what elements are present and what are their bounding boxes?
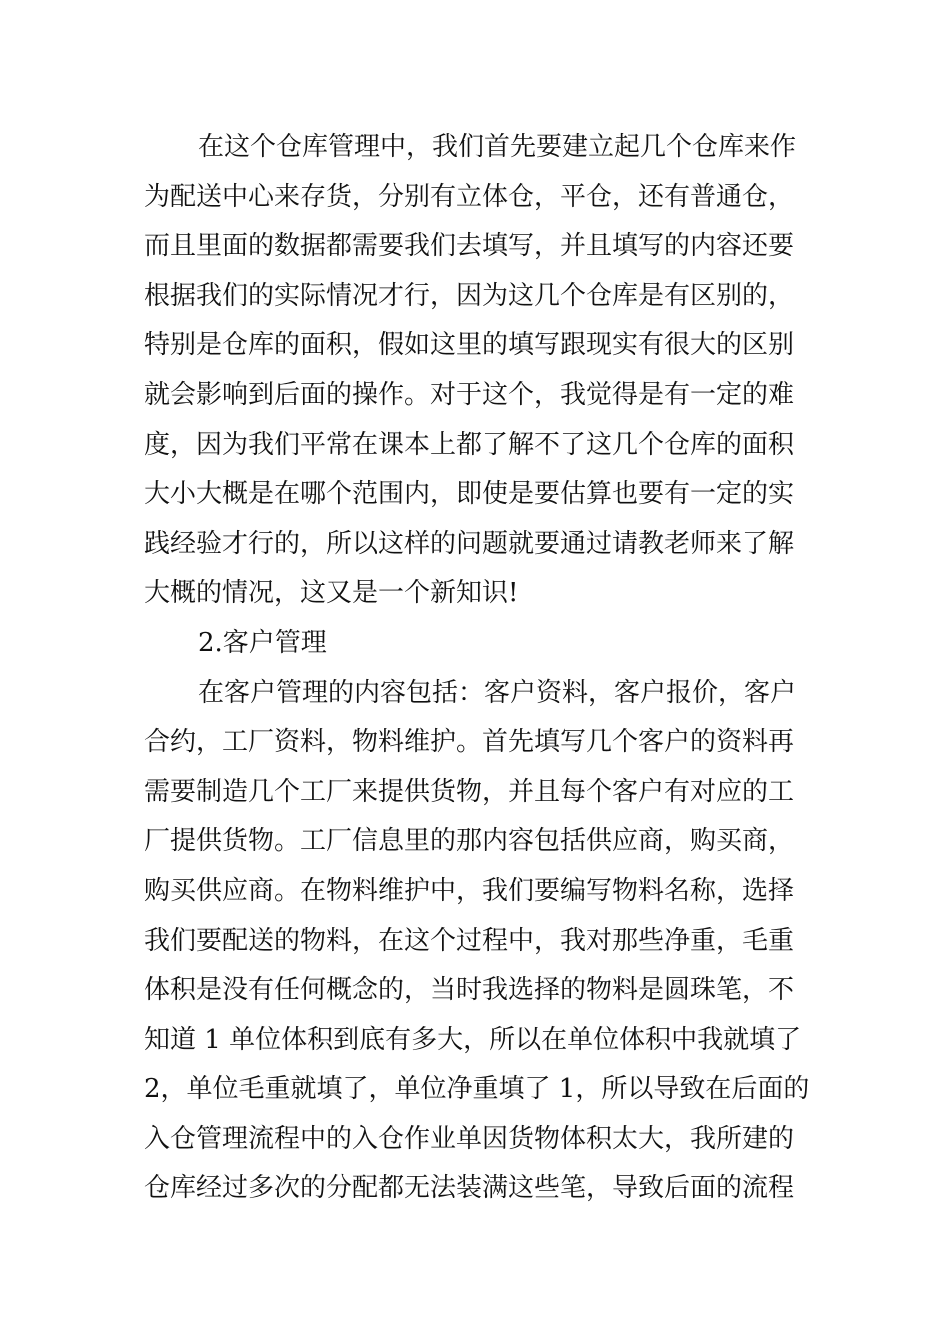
paragraph-line: 购买供应商。在物料维护中，我们要编写物料名称，选择	[144, 875, 795, 906]
paragraph-line: 在这个仓库管理中，我们首先要建立起几个仓库来作	[198, 132, 797, 162]
paragraph-line: 特别是仓库的面积，假如这里的填写跟现实有很大的区别	[144, 330, 795, 361]
paragraph-line: 而且里面的数据都需要我们去填写，并且填写的内容还要	[144, 231, 795, 262]
paragraph-line: 体积是没有任何概念的，当时我选择的物料是圆珠笔，不	[144, 975, 795, 1006]
section-heading: 2.客户管理	[198, 627, 327, 658]
paragraph-line: 践经验才行的，所以这样的问题就要通过请教老师来了解	[144, 528, 795, 559]
paragraph-line: 大概的情况，这又是一个新知识!	[144, 578, 519, 609]
paragraph-line: 在客户管理的内容包括：客户资料，客户报价，客户	[198, 677, 797, 708]
paragraph-line: 知道 1 单位体积到底有多大，所以在单位体积中我就填了	[144, 1024, 802, 1055]
document-body	[144, 123, 816, 1214]
paragraph-line: 厂提供货物。工厂信息里的那内容包括供应商，购买商，	[144, 826, 795, 857]
paragraph-line: 仓库经过多次的分配都无法装满这些笔，导致后面的流程	[144, 1173, 795, 1204]
paragraph-line: 大小大概是在哪个范围内，即使是要估算也要有一定的实	[144, 479, 795, 510]
paragraph-line: 需要制造几个工厂来提供货物，并且每个客户有对应的工	[144, 776, 795, 807]
paragraph-line: 我们要配送的物料，在这个过程中，我对那些净重，毛重	[144, 925, 795, 956]
paragraph-line: 合约，工厂资料，物料维护。首先填写几个客户的资料再	[144, 727, 795, 758]
paragraph-line: 2，单位毛重就填了，单位净重填了 1，所以导致在后面的	[144, 1074, 810, 1105]
paragraph-line: 根据我们的实际情况才行，因为这几个仓库是有区别的，	[144, 280, 795, 311]
paragraph-line: 度，因为我们平常在课本上都了解不了这几个仓库的面积	[144, 429, 795, 460]
paragraph-line: 入仓管理流程中的入仓作业单因货物体积太大，我所建的	[144, 1123, 795, 1154]
paragraph-line: 为配送中心来存货，分别有立体仓，平仓，还有普通仓，	[144, 181, 795, 212]
paragraph-line: 就会影响到后面的操作。对于这个，我觉得是有一定的难	[144, 379, 795, 410]
